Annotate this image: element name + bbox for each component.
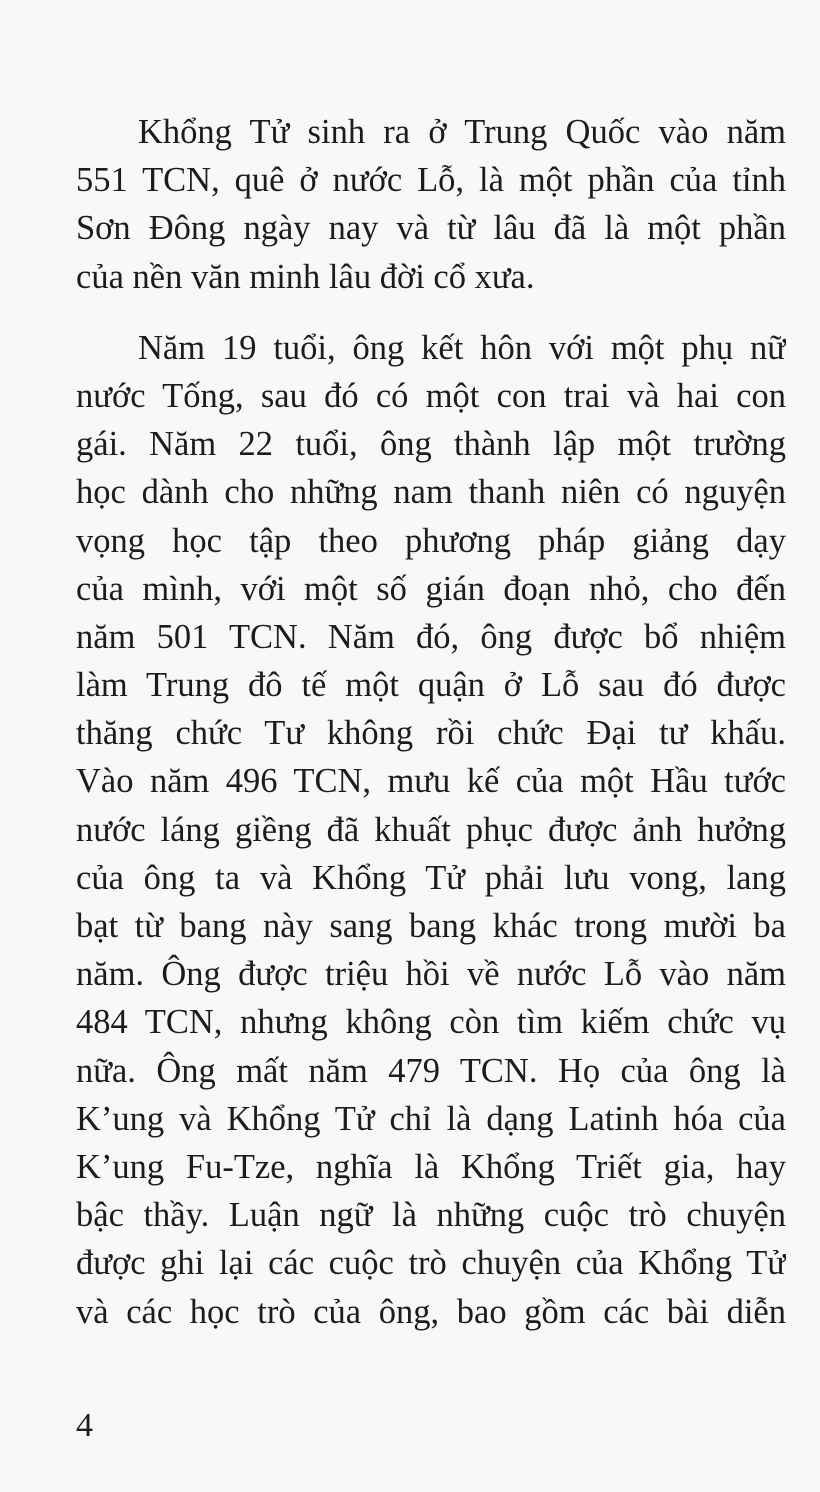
text-line: nước láng giềng đã khuất phục được ảnh hưởng [76,810,786,849]
text-line: học dành cho những nam thanh niên có nguyện [76,473,786,512]
text-line: thăng chức Tư không rồi chức Đại tư khấu. [76,714,786,753]
text-line: gái. Năm 22 tuổi, ông thành lập một trường [76,425,786,464]
paragraph-2 [76,324,786,1336]
text-line: nước Tống, sau đó có một con trai và hai con [76,376,786,415]
text-line: bạt từ bang này sang bang khác trong mười ba [76,907,786,945]
text-line: Năm 19 tuổi, ông kết hôn với một phụ nữ [138,328,786,367]
page-number: 4 [76,1407,93,1444]
text-line: của mình, với một số gián đoạn nhỏ, cho đến [76,569,786,608]
paragraph-gap [76,301,786,324]
text-line: năm. Ông được triệu hồi về nước Lỗ vào năm [76,955,786,994]
text-line: K’ung và Khổng Tử chỉ là dạng Latinh hóa của [76,1099,786,1138]
text-line: nữa. Ông mất năm 479 TCN. Họ của ông là [76,1051,786,1090]
text-line: vọng học tập theo phương pháp giảng dạy [76,521,786,560]
text-line: của nền văn minh lâu đời cổ xưa. [76,257,535,296]
body-text [76,108,786,1336]
text-line: làm Trung đô tế một quận ở Lỗ sau đó được [76,666,786,705]
paragraph-1 [76,108,786,301]
text-line: 484 TCN, nhưng không còn tìm kiếm chức vụ [76,1003,786,1042]
text-line: năm 501 TCN. Năm đó, ông được bổ nhiệm [76,617,786,656]
text-line: Khổng Tử sinh ra ở Trung Quốc vào năm [138,113,786,151]
text-line: Sơn Đông ngày nay và từ lâu đã là một phần [76,209,786,248]
text-line: và các học trò của ông, bao gồm các bài diễn [76,1292,786,1331]
text-line: được ghi lại các cuộc trò chuyện của Khổng Tử [76,1244,786,1283]
text-line: của ông ta và Khổng Tử phải lưu vong, lang [76,858,786,897]
text-line: K’ung Fu-Tze, nghĩa là Khổng Triết gia, hay [76,1147,786,1186]
text-line: Vào năm 496 TCN, mưu kế của một Hầu tước [76,762,786,801]
text-line: bậc thầy. Luận ngữ là những cuộc trò chuyện [76,1196,786,1235]
text-line: 551 TCN, quê ở nước Lỗ, là một phần của tỉnh [76,161,786,200]
